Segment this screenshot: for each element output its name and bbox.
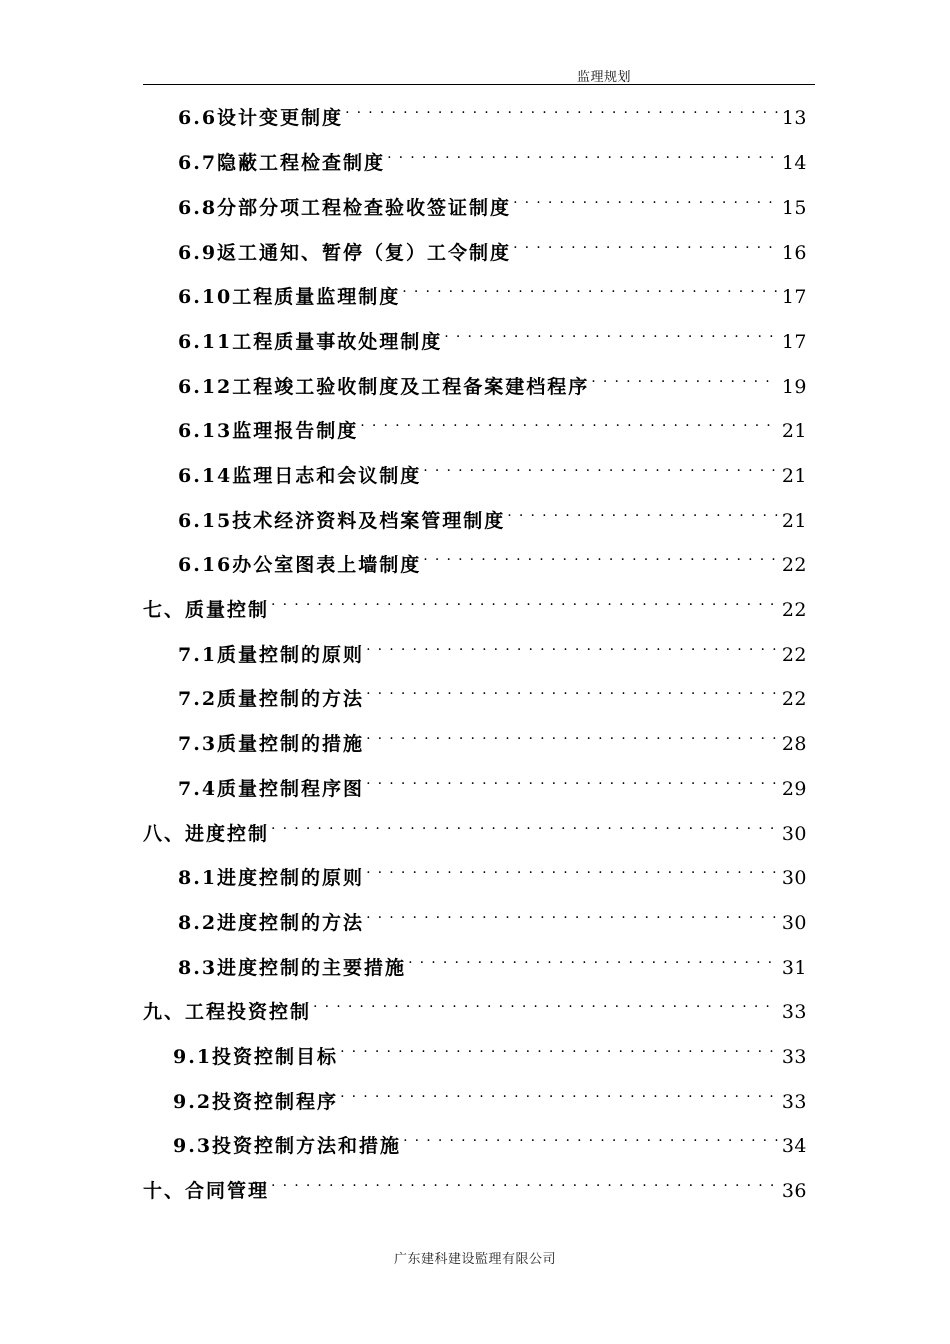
toc-entry[interactable] (173, 1078, 807, 1113)
dot-leader (408, 944, 778, 974)
toc-entry-label: 7.2质量控制的方法 (178, 688, 365, 710)
toc-entry-page: 21 (781, 510, 807, 532)
toc-entry-label: 9.3投资控制方法和措施 (173, 1135, 402, 1157)
toc-entry-page: 22 (781, 688, 807, 710)
toc-entry[interactable] (178, 675, 807, 710)
dot-leader (366, 720, 778, 750)
toc-chapter-entry[interactable] (143, 988, 807, 1023)
dot-leader (387, 139, 778, 169)
toc-entry-page: 21 (781, 420, 807, 442)
toc-entry-page: 17 (781, 286, 807, 308)
toc-entry-label: 6.14监理日志和会议制度 (178, 465, 422, 487)
toc-entry-label: 6.8分部分项工程检查验收签证制度 (178, 197, 512, 219)
toc-entry-page: 19 (781, 376, 807, 398)
toc-entry-label: 6.10工程质量监理制度 (178, 286, 401, 308)
dot-leader (402, 273, 778, 303)
toc-entry-page: 36 (781, 1180, 807, 1202)
toc-entry-page: 33 (781, 1001, 807, 1023)
toc-entry[interactable] (178, 184, 807, 219)
toc-entry-page: 16 (781, 242, 807, 264)
dot-leader (366, 899, 778, 929)
toc-entry[interactable] (178, 273, 807, 308)
toc-entry-page: 30 (781, 867, 807, 889)
toc-entry[interactable] (178, 497, 807, 532)
toc-entry-label: 6.15技术经济资料及档案管理制度 (178, 510, 506, 532)
toc-entry[interactable] (178, 139, 807, 174)
toc-entry-label: 9.2投资控制程序 (173, 1091, 339, 1113)
dot-leader (340, 1078, 778, 1108)
toc-entry-page: 30 (781, 912, 807, 934)
dot-leader (444, 318, 778, 348)
toc-entry[interactable] (178, 318, 807, 353)
toc-entry-page: 34 (781, 1135, 807, 1157)
toc-entry[interactable] (178, 229, 807, 264)
toc-entry-page: 13 (781, 107, 807, 129)
dot-leader (403, 1122, 778, 1152)
toc-entry-label: 十、合同管理 (143, 1180, 270, 1202)
toc-entry[interactable] (178, 407, 807, 442)
toc-chapter-entry[interactable] (143, 1167, 807, 1202)
toc-entry-page: 22 (781, 554, 807, 576)
dot-leader (366, 765, 778, 795)
toc-entry[interactable] (178, 541, 807, 576)
toc-chapter-entry[interactable] (143, 586, 807, 621)
toc-entry-label: 七、质量控制 (143, 599, 270, 621)
dot-leader (360, 407, 778, 437)
dot-leader (271, 1167, 778, 1197)
toc-entry-page: 33 (781, 1046, 807, 1068)
dot-leader (423, 452, 778, 482)
toc-entry[interactable] (178, 452, 807, 487)
toc-entry-label: 8.2进度控制的方法 (178, 912, 365, 934)
toc-entry-page: 28 (781, 733, 807, 755)
toc-entry[interactable] (178, 765, 807, 800)
toc-entry-label: 7.4质量控制程序图 (178, 778, 365, 800)
toc-entry-page: 14 (781, 152, 807, 174)
toc-entry-label: 八、进度控制 (143, 823, 270, 845)
toc-entry-label: 9.1投资控制目标 (173, 1046, 339, 1068)
toc-entry[interactable] (178, 899, 807, 934)
dot-leader (345, 94, 778, 124)
dot-leader (513, 184, 778, 214)
toc-entry-label: 6.12工程竣工验收制度及工程备案建档程序 (178, 376, 590, 398)
toc-entry-label: 6.9返工通知、暂停（复）工令制度 (178, 242, 512, 264)
toc-entry[interactable] (178, 944, 807, 979)
toc-entry-label: 8.1进度控制的原则 (178, 867, 365, 889)
dot-leader (340, 1033, 778, 1063)
toc-entry-label: 6.16办公室图表上墙制度 (178, 554, 422, 576)
toc-entry-page: 31 (781, 957, 807, 979)
toc-entry-page: 17 (781, 331, 807, 353)
toc-entry[interactable] (178, 94, 807, 129)
dot-leader (507, 497, 778, 527)
toc-entry-label: 九、工程投资控制 (143, 1001, 312, 1023)
toc-entry-page: 22 (781, 599, 807, 621)
toc-entry-label: 6.6设计变更制度 (178, 107, 344, 129)
toc-entry[interactable] (178, 631, 807, 666)
toc-entry-page: 15 (781, 197, 807, 219)
toc-entry[interactable] (173, 1122, 807, 1157)
toc-entry-page: 29 (781, 778, 807, 800)
toc-entry[interactable] (173, 1033, 807, 1068)
toc-entry[interactable] (178, 363, 807, 398)
dot-leader (423, 541, 778, 571)
dot-leader (591, 363, 778, 393)
toc-entry-label: 6.11工程质量事故处理制度 (178, 331, 443, 353)
toc-entry-label: 7.1质量控制的原则 (178, 644, 365, 666)
toc-entry-page: 30 (781, 823, 807, 845)
dot-leader (513, 229, 778, 259)
toc-entry-label: 8.3进度控制的主要措施 (178, 957, 407, 979)
toc-entry[interactable] (178, 854, 807, 889)
dot-leader (366, 631, 778, 661)
toc-entry-label: 6.7隐蔽工程检查制度 (178, 152, 386, 174)
footer-company: 广东建科建设監理有限公司 (393, 1252, 556, 1267)
toc-chapter-entry[interactable] (143, 810, 807, 845)
toc-entry-label: 7.3质量控制的措施 (178, 733, 365, 755)
header-title: 监理规划 (577, 70, 632, 85)
dot-leader (271, 586, 778, 616)
toc-entry-label: 6.13监理报告制度 (178, 420, 359, 442)
page-footer (0, 1248, 950, 1267)
toc-entry[interactable] (178, 720, 807, 755)
toc-entry-page: 22 (781, 644, 807, 666)
toc-entry-page: 21 (781, 465, 807, 487)
dot-leader (366, 854, 778, 884)
dot-leader (271, 810, 778, 840)
dot-leader (313, 988, 778, 1018)
dot-leader (366, 675, 778, 705)
toc-entry-page: 33 (781, 1091, 807, 1113)
